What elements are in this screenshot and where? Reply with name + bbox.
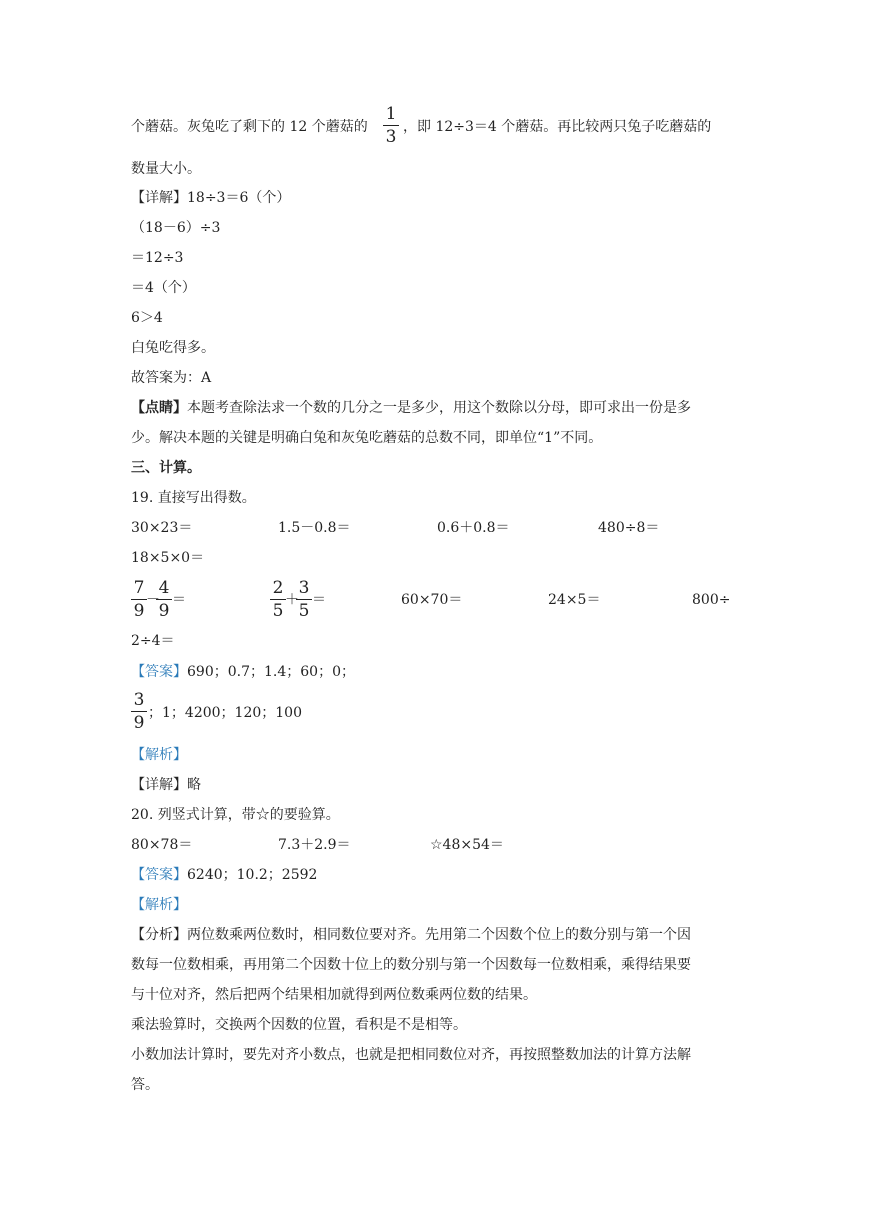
detail-text: 18÷3＝6（个）	[187, 190, 291, 206]
fraction-numerator: 7	[133, 578, 145, 598]
section-title: 三、计算。	[131, 460, 201, 476]
fraction-bar	[383, 125, 399, 126]
q19-item-9: 24×5＝	[548, 592, 601, 608]
q19-prompt: 19. 直接写出得数。	[131, 490, 256, 506]
fraction-denominator: 5	[272, 601, 284, 621]
analysis-text: 两位数乘两位数时，相同数位要对齐。先用第二个因数个位上的数分别与第一个因	[187, 927, 691, 943]
tip-label: 【点睛】	[131, 400, 187, 416]
equals-sign: ＝	[172, 592, 186, 608]
q18-analysis-line2: 数量大小。	[131, 161, 201, 177]
fraction-numerator: 3	[298, 578, 310, 598]
q20-prompt: 20. 列竖式计算，带☆的要验算。	[131, 807, 340, 823]
q18-detail-line6: 白兔吃得多。	[131, 340, 215, 356]
plus-sign: ＋	[285, 592, 299, 608]
q20-item-1: 80×78＝	[131, 837, 193, 853]
answer-fraction-3-9	[131, 690, 147, 733]
q19-item-3: 0.6＋0.8＝	[437, 520, 510, 536]
fraction-bar	[296, 599, 312, 600]
fraction-one-third	[383, 104, 399, 147]
q18-analysis-text-b: ，即 12÷3＝4 个蘑菇。再比较两只兔子吃蘑菇的	[403, 119, 712, 135]
fraction-denominator: 9	[133, 713, 145, 733]
q19-answer-line2: ；1；4200；120；100	[148, 705, 302, 721]
answer-text: 6240；10.2；2592	[187, 867, 318, 883]
q19-item-1: 30×23＝	[131, 520, 193, 536]
q20-analysis-line6: 答。	[131, 1077, 159, 1093]
q18-tip-line1	[131, 398, 691, 418]
q20-analysis-line1	[131, 925, 691, 945]
answer-label: 【答案】	[131, 867, 187, 883]
q20-analysis-line2: 数每一位数相乘，再用第二个因数十位上的数分别与第一个因数每一位数相乘，乘得结果要	[131, 957, 691, 973]
analysis-heading: 【分析】	[131, 927, 187, 943]
answer-text: 690；0.7；1.4；60；0；	[187, 664, 355, 680]
q19-detail	[131, 775, 201, 795]
fraction-4-9	[156, 578, 172, 621]
fraction-numerator: 4	[158, 578, 170, 598]
fraction-denominator: 3	[385, 127, 397, 147]
fraction-denominator: 5	[298, 601, 310, 621]
q19-item-10-cont: 2÷4＝	[131, 633, 175, 649]
q18-detail-line4: ＝4（个）	[131, 280, 196, 296]
q19-item-8: 60×70＝	[401, 592, 463, 608]
q18-detail-line5: 6＞4	[131, 310, 163, 326]
fraction-bar	[270, 599, 286, 600]
q18-tip-line2: 少。解决本题的关键是明确白兔和灰兔吃蘑菇的总数不同，即单位“1”不同。	[131, 430, 603, 446]
q20-answer	[131, 865, 317, 885]
fraction-3-5	[296, 578, 312, 621]
q20-item-2: 7.3＋2.9＝	[278, 837, 351, 853]
fraction-2-5	[270, 578, 286, 621]
q19-answer-line1	[131, 662, 355, 682]
q18-detail-line2: （18－6）÷3	[131, 220, 221, 236]
q20-analysis-label: 【解析】	[131, 897, 187, 913]
detail-label: 【详解】	[131, 190, 187, 206]
fraction-numerator: 1	[385, 104, 397, 124]
q19-item-5: 18×5×0＝	[131, 550, 205, 566]
q20-analysis-line5: 小数加法计算时，要先对齐小数点，也就是把相同数位对齐，再按照整数加法的计算方法解	[131, 1047, 691, 1063]
q19-analysis-label: 【解析】	[131, 747, 187, 763]
q18-detail-line1	[131, 188, 290, 208]
fraction-bar	[156, 599, 172, 600]
q18-detail-line3: ＝12÷3	[131, 250, 184, 266]
fraction-denominator: 9	[133, 601, 145, 621]
fraction-numerator: 2	[272, 578, 284, 598]
q18-detail-line7: 故答案为：A	[131, 370, 212, 386]
q18-analysis-line1	[131, 117, 368, 137]
tip-text: 本题考查除法求一个数的几分之一是多少，用这个数除以分母，即可求出一份是多	[187, 400, 691, 416]
minus-sign: －	[146, 592, 160, 608]
q18-analysis-line1b	[403, 117, 711, 137]
fraction-7-9	[131, 578, 147, 621]
fraction-denominator: 9	[158, 601, 170, 621]
q19-item-2: 1.5－0.8＝	[278, 520, 351, 536]
detail-label: 【详解】	[131, 777, 187, 793]
fraction-bar	[131, 711, 147, 712]
answer-label: 【答案】	[131, 664, 187, 680]
q19-item-4: 480÷8＝	[598, 520, 660, 536]
q18-analysis-text-a: 个蘑菇。灰兔吃了剩下的 12 个蘑菇的	[131, 119, 368, 135]
fraction-bar	[131, 599, 147, 600]
q19-item-10: 800÷	[692, 592, 731, 608]
q20-analysis-line3: 与十位对齐，然后把两个结果相加就得到两位数乘两位数的结果。	[131, 987, 537, 1003]
q20-item-3: ☆48×54＝	[430, 837, 504, 853]
detail-text: 略	[187, 777, 201, 793]
fraction-numerator: 3	[133, 690, 145, 710]
q20-analysis-line4: 乘法验算时，交换两个因数的位置，看积是不是相等。	[131, 1017, 467, 1033]
equals-sign: ＝	[312, 592, 326, 608]
